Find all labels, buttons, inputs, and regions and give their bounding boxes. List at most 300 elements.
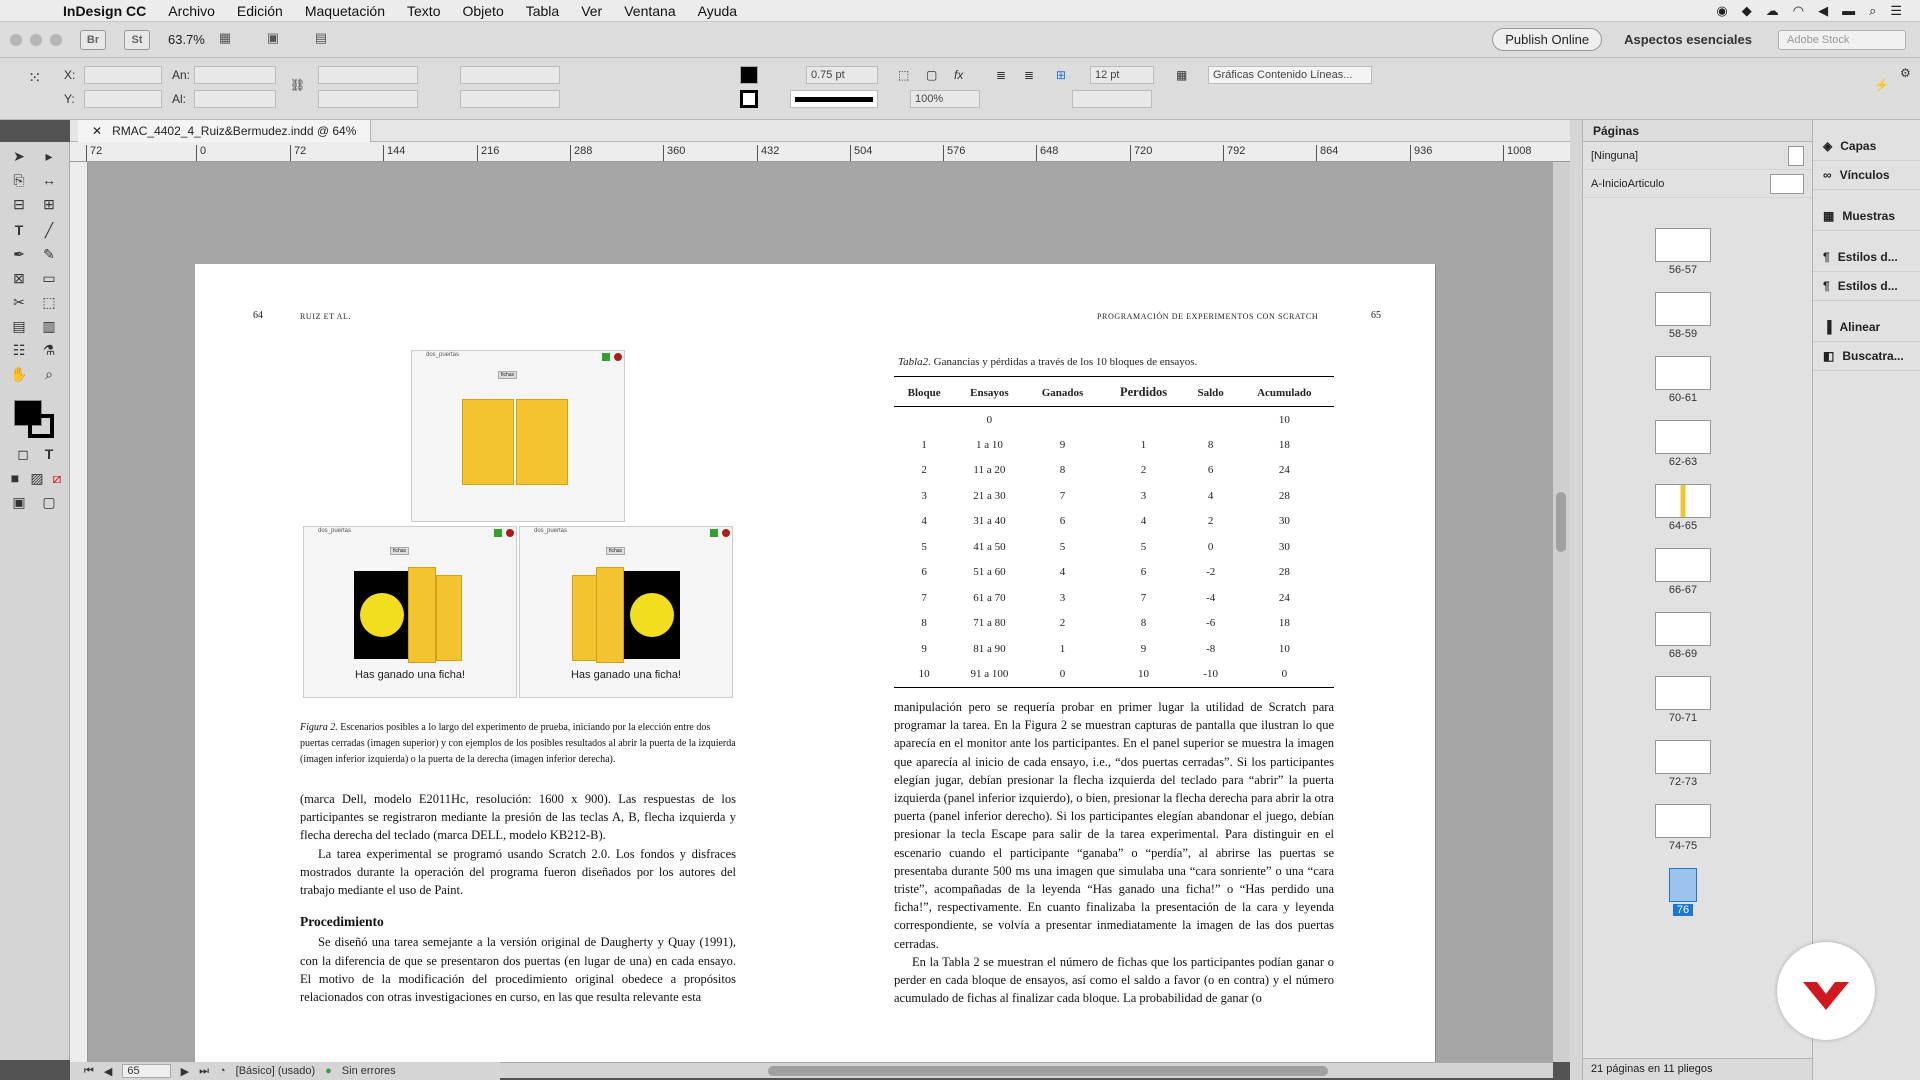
scissors-tool-icon[interactable]: ✂: [13, 294, 25, 310]
table-cell: 2: [921, 464, 927, 477]
font-size-field[interactable]: 12 pt: [1090, 66, 1154, 84]
table-row: [894, 662, 1334, 688]
panel-label: Capas: [1840, 139, 1877, 153]
panel-estilos-1[interactable]: [1813, 243, 1920, 272]
table-cell: 81 a 90: [973, 642, 1006, 655]
panel-label: Muestras: [1842, 209, 1896, 223]
spread-thumbnail[interactable]: [1583, 548, 1783, 596]
align-left-icon[interactable]: ≣: [996, 68, 1007, 82]
master-inicio[interactable]: [1583, 170, 1812, 198]
table-cell: 3: [1059, 591, 1066, 604]
preview-mode-icon[interactable]: ▢: [42, 494, 56, 510]
column-header: Perdidos: [1100, 377, 1186, 407]
preflight-status[interactable]: Sin errores: [341, 1065, 396, 1077]
document-tab-bar: [70, 120, 1570, 142]
panel-dock-gutter: [1570, 120, 1582, 1080]
spread-label: 62-63: [1668, 456, 1698, 468]
panel-label: Vínculos: [1839, 168, 1890, 182]
spread-preview: [1655, 228, 1711, 262]
table-row: [894, 585, 1334, 611]
object-style-select[interactable]: Gráficas Contenido Líneas...: [1208, 66, 1372, 84]
table-cell: 1 a 10: [975, 438, 1003, 451]
type-tool-icon[interactable]: T: [14, 222, 24, 238]
gap-tool-icon[interactable]: ↔: [42, 172, 56, 188]
table-row: [894, 636, 1334, 662]
swatches-icon: ▦: [1823, 209, 1835, 223]
spread-preview: [1655, 420, 1711, 454]
panel-label: Estilos d...: [1837, 250, 1898, 264]
table-cell: 10: [1278, 642, 1290, 655]
spread-label: 72-73: [1668, 776, 1698, 788]
ruler-tick: 648: [1036, 145, 1058, 162]
table-cell: 2: [1059, 617, 1066, 630]
height-field[interactable]: [194, 90, 276, 108]
pen-tool-icon[interactable]: ✒: [13, 246, 25, 262]
table-cell: 31 a 40: [973, 515, 1006, 528]
table-header-row: [894, 377, 1334, 407]
table-cell: 1: [921, 438, 927, 451]
content-placer-icon[interactable]: ⊞: [43, 196, 55, 212]
green-flag-icon: [710, 529, 718, 537]
table-cell: 28: [1278, 489, 1290, 502]
running-header: PROGRAMACIÓN DE EXPERIMENTOS CON SCRATCH: [1097, 312, 1319, 321]
publish-online-button[interactable]: Publish Online: [1492, 28, 1602, 51]
fichas-counter: fichas: [390, 547, 409, 555]
apply-none-icon[interactable]: ⧄: [52, 470, 62, 486]
master-thumbnail: [1770, 174, 1804, 194]
bridge-button[interactable]: Br: [80, 30, 106, 50]
table-cell: 10: [894, 662, 954, 688]
arrange-documents-icon[interactable]: ▤: [314, 29, 328, 45]
opened-door: [408, 567, 436, 663]
ruler-tick: 288: [570, 145, 592, 162]
ruler-tick: 144: [383, 145, 405, 162]
master-none[interactable]: [1583, 142, 1812, 170]
panel-buscatrazados[interactable]: [1813, 342, 1920, 371]
left-door: [462, 399, 514, 485]
shear-field[interactable]: [460, 90, 560, 108]
panel-label: Alinear: [1839, 320, 1881, 334]
align-icon: ▐: [1823, 320, 1832, 334]
opacity-field[interactable]: 100%: [910, 90, 980, 108]
table-cell: 6: [1140, 566, 1147, 579]
ruler-tick: 0: [196, 145, 206, 162]
table-cell: [1025, 407, 1101, 433]
fichas-counter: fichas: [498, 371, 517, 379]
table-cell: -10: [1187, 662, 1235, 688]
table-cell: 28: [1278, 566, 1290, 579]
stroke-weight-field[interactable]: 0.75 pt: [806, 66, 878, 84]
gradient-feather-tool-icon[interactable]: ▥: [42, 318, 56, 334]
table-cell: 3: [921, 489, 927, 502]
panel-muestras[interactable]: [1813, 202, 1920, 231]
table-cell: 51 a 60: [973, 566, 1006, 579]
ruler-tick: 216: [477, 145, 499, 162]
spread-thumbnail[interactable]: [1583, 228, 1783, 276]
figure-label: Figura 2.: [300, 722, 338, 733]
table-cell: 9: [1059, 438, 1066, 451]
pathfinder-icon: ◧: [1823, 349, 1835, 363]
scroll-thumb[interactable]: [1556, 492, 1566, 552]
stock-button[interactable]: St: [124, 30, 150, 50]
hand-tool-icon[interactable]: ✋: [10, 366, 28, 382]
menu-ventana[interactable]: Ventana: [624, 2, 676, 19]
rectangle-frame-tool-icon[interactable]: ⊠: [13, 270, 25, 286]
table-cell: 5: [1059, 540, 1066, 553]
spread-preview: [1655, 484, 1711, 518]
width-field[interactable]: [194, 66, 276, 84]
body-text-frame[interactable]: [300, 790, 736, 1006]
search-icon[interactable]: ⌕: [1869, 2, 1877, 18]
spread-preview: [1655, 292, 1711, 326]
selection-tool-icon[interactable]: ➤: [13, 148, 25, 164]
menu-ayuda[interactable]: Ayuda: [697, 2, 738, 19]
spread-label: 56-57: [1668, 264, 1698, 276]
results-table[interactable]: [894, 376, 1334, 688]
right-door: [516, 399, 568, 485]
apply-color-icon[interactable]: ■: [10, 470, 20, 486]
scratch-screenshot-right-door-open[interactable]: [519, 526, 733, 698]
ruler-tick: 72: [86, 145, 102, 162]
figure-caption: [300, 720, 736, 768]
panel-estilos-2[interactable]: [1813, 272, 1920, 301]
menu-list-icon[interactable]: ☰: [1890, 2, 1902, 18]
page-tool-icon[interactable]: ⎘: [13, 172, 25, 188]
panel-vinculos[interactable]: [1813, 161, 1920, 190]
window-controls: [0, 34, 62, 46]
vertical-ruler[interactable]: [70, 162, 88, 1062]
table-cell: 3: [1140, 489, 1147, 502]
first-page-icon[interactable]: ⏮: [84, 1064, 94, 1077]
collapsed-panels: [1812, 120, 1920, 1080]
spread-preview: [1669, 868, 1697, 902]
fill-swatch[interactable]: [740, 66, 758, 84]
table-cell: 0: [1025, 662, 1101, 688]
dropbox-icon[interactable]: ◆: [1741, 2, 1752, 18]
column-header: Bloque: [894, 377, 954, 407]
body-text-frame[interactable]: [894, 698, 1334, 1007]
cloud-icon[interactable]: ☁: [1765, 2, 1779, 18]
scratch-screenshot-closed-doors[interactable]: [411, 350, 625, 522]
table-cell: 7: [921, 591, 927, 604]
free-transform-tool-icon[interactable]: ⬚: [42, 294, 56, 310]
master-label: [Ninguna]: [1591, 149, 1639, 162]
spread-label: 74-75: [1668, 840, 1698, 852]
table-cell: 91 a 100: [954, 662, 1024, 688]
spread-preview: [1655, 356, 1711, 390]
rotation-field[interactable]: [460, 66, 560, 84]
table-cell: 2: [1207, 515, 1214, 528]
document-title: RMAC_4402_4_Ruiz&Bermudez.indd @ 64%: [112, 124, 357, 138]
close-window-button[interactable]: [10, 34, 22, 46]
spread-thumbnail[interactable]: [1583, 484, 1783, 532]
status-icons: [1716, 3, 1920, 19]
status-ok-icon: ●: [325, 1065, 332, 1077]
panel-label: Buscatra...: [1842, 349, 1904, 363]
record-icon[interactable]: ◉: [1716, 2, 1728, 18]
spread-label: 64-65: [1668, 520, 1698, 532]
master-thumbnail: [1788, 146, 1804, 166]
gear-icon[interactable]: ⚙: [1900, 66, 1911, 80]
lightning-icon[interactable]: ⚡: [1874, 78, 1889, 92]
table-cell: 5: [1140, 540, 1147, 553]
spread-thumbnail[interactable]: [1583, 292, 1783, 340]
table-cell: 71 a 80: [973, 617, 1006, 630]
width-label: An:: [172, 68, 191, 82]
line-tool-icon[interactable]: ╱: [44, 222, 54, 238]
vertical-scrollbar[interactable]: [1553, 162, 1570, 1062]
gradient-swatch-tool-icon[interactable]: ▤: [12, 318, 26, 334]
content-collector-icon[interactable]: ⊟: [13, 196, 25, 212]
table-cell: 0: [986, 413, 993, 426]
text-wrap-icon[interactable]: ⬚: [898, 68, 910, 82]
preflight-profile[interactable]: [Básico] (usado): [235, 1065, 316, 1077]
table-cell: 30: [1278, 515, 1290, 528]
minimize-window-button[interactable]: [30, 34, 42, 46]
table-row: [894, 432, 1334, 458]
table-cell: 6: [921, 566, 927, 579]
table-cell: 10: [1100, 662, 1186, 688]
zoom-window-button[interactable]: [50, 34, 62, 46]
table-cell: 4: [1059, 566, 1066, 579]
spread-label: 58-59: [1668, 328, 1698, 340]
spread-label: 68-69: [1668, 648, 1698, 660]
table-cell: 2: [1140, 464, 1147, 477]
table-cell: 0: [1207, 540, 1214, 553]
table-cell: 24: [1278, 591, 1290, 604]
tools-panel: [0, 142, 70, 1060]
spread-thumbnail[interactable]: [1583, 420, 1783, 468]
page-number-field[interactable]: 65: [122, 1064, 170, 1078]
win-message: Has ganado una ficha!: [354, 669, 466, 681]
column-header: Ensayos: [954, 377, 1024, 407]
status-bar: [70, 1062, 500, 1080]
opened-door: [596, 567, 624, 663]
table-cell: 1: [1140, 438, 1147, 451]
styles-icon: ¶: [1823, 279, 1830, 293]
adobe-stock-search[interactable]: Adobe Stock: [1778, 30, 1906, 50]
flag-icon[interactable]: ▬: [1842, 3, 1856, 18]
spread-thumbnail[interactable]: [1583, 804, 1783, 852]
table-cell: 6: [1207, 464, 1214, 477]
table-cell: 21 a 30: [973, 489, 1006, 502]
close-tab-icon[interactable]: ✕: [92, 124, 103, 138]
menu-ver[interactable]: Ver: [581, 2, 603, 19]
stop-icon: [506, 529, 514, 537]
baseline-field[interactable]: [1072, 90, 1152, 108]
formatting-container-icon[interactable]: ◻: [17, 446, 29, 462]
column-header: Saldo: [1187, 377, 1235, 407]
stop-icon: [722, 529, 730, 537]
table-caption-text: Ganancias y pérdidas a través de los 10 bloques de ensayos.: [930, 356, 1198, 368]
menu-edicion[interactable]: Edición: [236, 2, 283, 19]
table-cell: 0: [1235, 662, 1334, 688]
logo-mark-icon: [1777, 942, 1875, 1040]
application-bar: [0, 22, 1920, 58]
table-row: [894, 560, 1334, 586]
paragraph: manipulación pero se requería probar en primer lugar la utilidad de Scratch para programar la tarea. En la Figura 2 se muestran capturas de pantalla que ilustran lo que aparecía en el monitor ante los participantes. En el panel superior se muestra la imagen que aparecía al inicio de cada ensayo, i.e., “dos puertas cerradas”. Si los participantes elegían jugar, debían presionar la flecha izquierda del teclado para “abrir” la puerta izquierda (panel inferior izquierdo), o bien, presionar la flecha derecha para abrir la otra puerta (panel inferior derecho). Si los participantes elegían abandonar el juego, debían presionar la tecla Escape para salir de la tarea experimental. Para distinguir en el escenario cuando el participante “ganaba” o “perdía”, al abrirse las puertas se presentaba durante 500 ms una imagen que simulaba una “cara sonriente” o una “cara triste”, acompañadas de la leyenda “Has ganado una ficha!” o “Has perdido una ficha!”, respectivamente. En cuanto finalizaba la presentación de la cara y leyenda correspondiente, se volvía a presentar inmediatamente la imagen de las dos puertas cerradas.: [894, 700, 1334, 951]
pasteboard[interactable]: [88, 162, 1570, 1062]
ruler-tick: 360: [663, 145, 685, 162]
table-cell: 24: [1278, 464, 1290, 477]
scratch-title: dos_puertas: [318, 528, 352, 534]
ruler-tick: 72: [290, 145, 306, 162]
stroke-swatch[interactable]: [740, 90, 758, 108]
note-tool-icon[interactable]: ☷: [12, 342, 26, 358]
scratch-screenshot-left-door-open[interactable]: [303, 526, 517, 698]
table-cell: 8: [921, 617, 927, 630]
volume-icon[interactable]: ◀: [1818, 2, 1829, 18]
paragraph: En la Tabla 2 se muestran el número de fichas que los participantes podían ganar o perder en cada bloque de ensayos, así como el saldo a favor (o en contra) y el número acumulado de fichas al finalizar cada bloque. La probabilidad de ganar (o: [894, 954, 1334, 1006]
table-caption: [898, 356, 1197, 368]
spread-label: 66-67: [1668, 584, 1698, 596]
table-cell: -4: [1206, 591, 1216, 604]
spread-thumbnail[interactable]: [1583, 676, 1783, 724]
next-page-icon[interactable]: ▶: [180, 1065, 190, 1078]
table-cell: [1100, 407, 1186, 433]
spread-preview: [1655, 740, 1711, 774]
y-field[interactable]: [84, 90, 162, 108]
scratch-title: dos_puertas: [534, 528, 568, 534]
table-cell: 7: [1140, 591, 1147, 604]
zoom-tool-icon[interactable]: ⌕: [45, 366, 53, 382]
table-cell: 30: [1278, 540, 1290, 553]
green-flag-icon: [494, 529, 502, 537]
zoom-level[interactable]: 63.7%: [168, 32, 205, 47]
menu-archivo[interactable]: Archivo: [168, 2, 215, 19]
rectangle-tool-icon[interactable]: ▭: [42, 270, 56, 286]
table-cell: 4: [1207, 489, 1214, 502]
align-center-icon[interactable]: ≣: [1024, 68, 1035, 82]
scroll-thumb[interactable]: [768, 1066, 1328, 1076]
table-cell: 8: [1059, 464, 1066, 477]
win-message: Has ganado una ficha!: [570, 669, 682, 681]
table-body: [894, 407, 1334, 688]
menu-app[interactable]: InDesign CC: [63, 2, 147, 19]
eyedropper-tool-icon[interactable]: ⚗: [42, 342, 56, 358]
master-label: A-InicioArticulo: [1591, 177, 1665, 190]
workspace-switcher[interactable]: Aspectos esenciales: [1624, 32, 1752, 47]
spread-thumbnail[interactable]: [1583, 356, 1783, 404]
x-field[interactable]: [84, 66, 162, 84]
menu-tabla[interactable]: Tabla: [525, 2, 560, 19]
normal-view-icon[interactable]: ▣: [12, 494, 26, 510]
menu-texto[interactable]: Texto: [407, 2, 441, 19]
fichas-counter: fichas: [606, 547, 625, 555]
scale-y-field[interactable]: [318, 90, 418, 108]
scale-x-field[interactable]: [318, 66, 418, 84]
stroke-type-field[interactable]: [790, 90, 878, 108]
x-label: X:: [64, 68, 76, 82]
green-flag-icon: [602, 353, 610, 361]
effects-icon[interactable]: fx: [954, 68, 964, 82]
drop-shadow-icon[interactable]: ▢: [926, 68, 938, 82]
ruler-tick: 792: [1223, 145, 1245, 162]
table-cell: -8: [1206, 642, 1216, 655]
links-icon: ∞: [1823, 168, 1832, 182]
styles-icon: ¶: [1823, 250, 1830, 264]
table-cell: 61 a 70: [973, 591, 1006, 604]
ruler-tick: 864: [1316, 145, 1338, 162]
frame-fitting-icon[interactable]: ⊞: [1056, 68, 1067, 82]
horizontal-ruler[interactable]: [70, 142, 1570, 162]
y-label: Y:: [64, 92, 75, 106]
left-door: [572, 575, 598, 661]
spread-thumbnail[interactable]: [1583, 612, 1783, 660]
paragraph: Se diseñó una tarea semejante a la versión original de Daugherty y Quay (1991), con la diferencia de que se presentaron dos puertas (en lugar de una) en cada ensayo. El motivo de la modificación del procedimiento original obedece a propósitos relacionados con otras investigaciones en curso, en las que resulta relevante esta: [300, 935, 736, 1005]
pages-panel-title[interactable]: Páginas: [1583, 120, 1812, 142]
ruler-tick: 936: [1410, 145, 1432, 162]
column-header: Acumulado: [1235, 377, 1334, 407]
panel-alinear[interactable]: [1813, 313, 1920, 342]
table-cell: 8: [1207, 438, 1214, 451]
table-cell: 9: [1140, 642, 1147, 655]
pencil-tool-icon[interactable]: ✎: [43, 246, 55, 262]
table-cell: 6: [1059, 515, 1066, 528]
page-65[interactable]: [815, 264, 1435, 1062]
right-door: [436, 575, 462, 661]
table-cell: 4: [1140, 515, 1147, 528]
ruler-tick: 432: [757, 145, 779, 162]
constrain-proportions-icon[interactable]: ⛓: [290, 78, 306, 92]
pages-panel-footer: 21 páginas en 11 pliegos: [1583, 1058, 1813, 1080]
table-row: [894, 509, 1334, 535]
running-header: RUIZ ET AL.: [300, 312, 352, 321]
page-number: 65: [1371, 310, 1381, 321]
panel-label: Estilos d...: [1837, 279, 1898, 293]
spread-label: 60-61: [1668, 392, 1698, 404]
apply-gradient-icon[interactable]: ▨: [30, 470, 44, 486]
reference-point-icon[interactable]: ⁙: [28, 70, 42, 87]
menu-maquetacion[interactable]: Maquetación: [304, 2, 386, 19]
table-cell: 5: [921, 540, 927, 553]
table-cell: [1187, 407, 1235, 433]
table-row: [894, 611, 1334, 637]
paragraph: (marca Dell, modelo E2011Hc, resolución: 1600 x 900). Las respuestas de los participantes se registraron mediante la presión de las teclas A, B, flecha izquierda y flecha derecha del teclado (marca DELL, modelo KB212-B).: [300, 792, 736, 843]
table-cell: 7: [1059, 489, 1066, 502]
panel-capas[interactable]: [1813, 132, 1920, 161]
wifi-icon[interactable]: ◠: [1792, 2, 1805, 18]
layers-icon: ◈: [1823, 139, 1833, 153]
control-panel: [0, 58, 1920, 120]
spread-label: 70-71: [1668, 712, 1698, 724]
table-cell: -2: [1206, 566, 1216, 579]
spread-preview: [1655, 676, 1711, 710]
direct-selection-tool-icon[interactable]: ▸: [45, 148, 53, 164]
table-row: [894, 407, 1334, 433]
preflight-icon[interactable]: ◔: [219, 1065, 226, 1077]
view-options-icon[interactable]: ▦: [218, 29, 232, 45]
previous-page-icon[interactable]: ◀: [103, 1065, 113, 1078]
table-cell: 9: [921, 642, 927, 655]
spread-thumbnail-selected[interactable]: [1583, 868, 1783, 916]
spread-thumbnail[interactable]: [1583, 740, 1783, 788]
pages-panel: [1582, 120, 1812, 1080]
table-cell: 4: [921, 515, 927, 528]
table-cell: 41 a 50: [973, 540, 1006, 553]
screen-mode-icon[interactable]: ▣: [266, 29, 280, 45]
ruler-tick: 1008: [1503, 145, 1531, 162]
document-tab[interactable]: [78, 120, 371, 142]
spread-preview: [1655, 612, 1711, 646]
formatting-text-icon[interactable]: T: [44, 446, 54, 462]
last-page-icon[interactable]: ⏭: [199, 1064, 209, 1077]
page-64[interactable]: [195, 264, 815, 1062]
stroke-color-icon[interactable]: [28, 414, 54, 438]
menu-objeto[interactable]: Objeto: [462, 2, 504, 19]
paragraph: La tarea experimental se programó usando Scratch 2.0. Los fondos y disfraces mostrados durante la operación del programa fueron diseñados por los autores del trabajo mediante el uso de Paint.: [300, 846, 736, 898]
object-style-icon[interactable]: ▦: [1176, 68, 1188, 82]
